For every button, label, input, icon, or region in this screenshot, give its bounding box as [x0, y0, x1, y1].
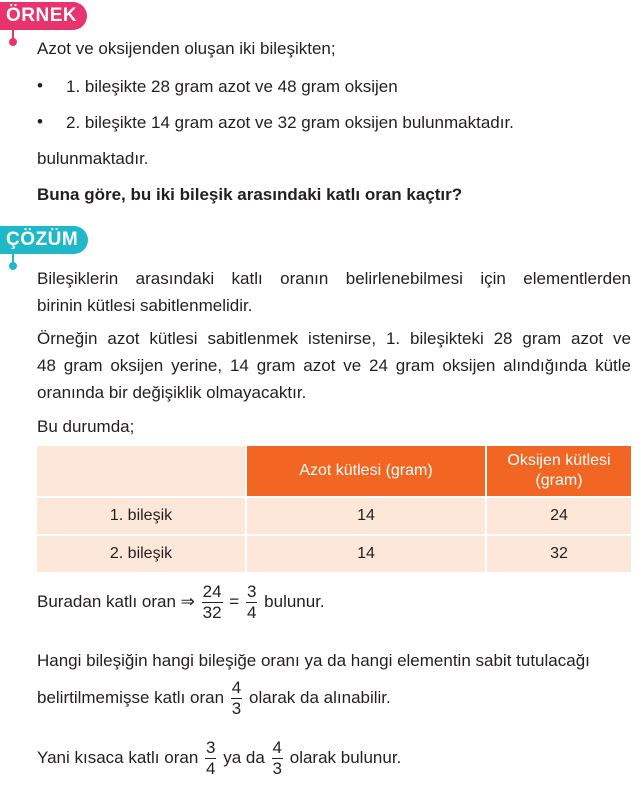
denominator: 4	[206, 759, 216, 778]
numerator: 24	[202, 582, 222, 601]
question-intro: Azot ve oksijenden oluşan iki bileşikten;	[37, 39, 336, 58]
denominator: 3	[272, 759, 283, 778]
result-suffix: bulunur.	[264, 591, 325, 611]
ornek-label: ÖRNEK	[6, 5, 78, 26]
cell-oksijen: 24	[486, 497, 631, 535]
note-prefix: belirtilmemişse katlı oran	[37, 687, 225, 707]
numerator: 3	[206, 738, 216, 757]
numerator: 4	[272, 738, 283, 757]
solution-p2-line3: oranında bir değişiklik olmayacaktır.	[37, 383, 307, 402]
cozum-badge	[0, 226, 88, 254]
badge-dot	[9, 262, 17, 270]
note-suffix: olarak da alınabilir.	[249, 687, 391, 707]
row-label: 2. bileşik	[37, 535, 246, 572]
fraction-3-4	[205, 738, 216, 779]
denominator: 4	[246, 603, 257, 622]
solution-p1-line1: Bileşiklerin arasındaki katlı oranın belirlenebilmesi için elementlerden	[37, 269, 631, 288]
cell-azot: 14	[246, 535, 486, 572]
table-row	[37, 497, 631, 535]
header-oksijen: Oksijen kütlesi (gram)	[486, 446, 631, 497]
final-mid: ya da	[223, 747, 265, 767]
ornek-badge	[0, 2, 87, 30]
header-azot: Azot kütlesi (gram)	[246, 446, 486, 497]
fraction-4-3	[272, 738, 283, 779]
denominator: 3	[231, 699, 242, 718]
fraction-3-4	[246, 582, 257, 623]
badge-dot	[9, 38, 17, 46]
solution-p3: Bu durumda;	[37, 417, 135, 436]
mass-table	[37, 446, 631, 572]
fraction-4-3	[231, 678, 242, 719]
cell-azot: 14	[246, 497, 486, 535]
result-prefix: Buradan katlı oran ⇒	[37, 591, 195, 611]
fraction-24-32	[202, 582, 223, 623]
note-line2	[37, 678, 391, 719]
solution-p1-line2: birinin kütlesi sabitlenmelidir.	[37, 296, 253, 315]
numerator: 4	[231, 678, 242, 697]
question-ask: Buna göre, bu iki bileşik arasındaki katlı oran kaçtır?	[37, 185, 463, 204]
cell-oksijen: 32	[486, 535, 631, 572]
result-line	[37, 582, 325, 623]
final-prefix: Yani kısaca katlı oran	[37, 747, 199, 767]
equals-sign: =	[229, 591, 240, 611]
bullet-marker: •	[37, 76, 43, 95]
table-corner	[37, 446, 246, 497]
solution-p2-line2: 48 gram oksijen yerine, 14 gram azot ve 24 gram oksijen alındığında kütle	[37, 356, 631, 375]
final-suffix: olarak bulunur.	[289, 747, 402, 767]
bullet-marker: •	[37, 112, 43, 131]
numerator: 3	[246, 582, 257, 601]
table-row	[37, 535, 631, 572]
final-line	[37, 738, 401, 779]
row-label: 1. bileşik	[37, 497, 246, 535]
question-trailing: bulunmaktadır.	[37, 149, 149, 168]
bullet-1: 1. bileşikte 28 gram azot ve 48 gram oksijen	[66, 77, 398, 96]
bullet-2: 2. bileşikte 14 gram azot ve 32 gram oksijen bulunmaktadır.	[66, 113, 514, 132]
solution-p2-line1: Örneğin azot kütlesi sabitlenmek istenirse, 1. bileşikteki 28 gram azot ve	[37, 329, 631, 348]
denominator: 32	[202, 603, 222, 622]
note-line1: Hangi bileşiğin hangi bileşiğe oranı ya da hangi elementin sabit tutulacağı	[37, 651, 590, 670]
cozum-label: ÇÖZÜM	[6, 229, 79, 250]
